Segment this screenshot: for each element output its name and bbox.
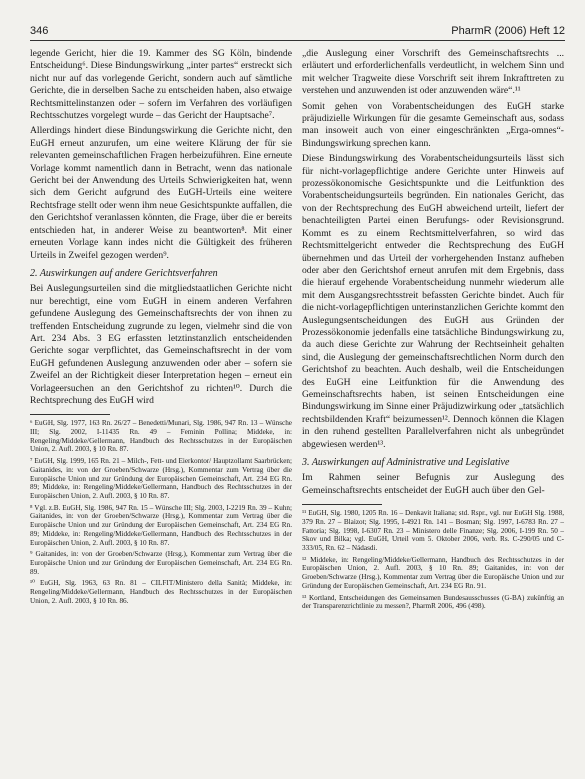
footnote: ¹³ Kortland, Entscheidungen des Gemeinsamen Bundesausschusses (G-BA) zukünftig an der Transparenzrichtlinie zu messen?, PharmR 2006, 496 (498). <box>302 593 564 611</box>
body-paragraph: Im Rahmen seiner Befugnis zur Auslegung des Gemeinschaftsrechts entscheidet der EuGH auch über den Gel- <box>302 472 564 496</box>
footnote: ⁷ EuGH, Slg. 1999, 165 Rn. 21 – Milch-, Fett- und Eierkontor/ Hauptzollamt Saarbrücken; Gaitanides, in: von der Groeben/Schwarze (Hrsg.), Kommentar zum Vertrag über die Europäische Union und zur Gründung der Europäischen Gemeinschaft, Art. 234 EG Rn. 89; Middeke, in: Rengeling/Middeke/Gellermann, Handbuch des Rechtsschutzes in der Europäischen Union, 2. Aufl. 2003, § 10 Rn. 87. <box>30 457 292 500</box>
left-column <box>30 48 292 608</box>
footnote: ⁹ Gaitanides, in: von der Groeben/Schwarze (Hrsg.), Kommentar zum Vertrag über die Europäische Union und zur Gründung der Europäischen Gemeinschaft, Art. 234 EG Rn. 89. <box>30 550 292 576</box>
footnote-rule <box>302 504 382 505</box>
body-paragraph: Somit gehen von Vorabentscheidungen des EuGH starke präjudizielle Wirkungen für die gesamte Gemeinschaft aus, sodass man insoweit auch von einer eingeschränkten „Erga-omnes“-Bindungswirkung sprechen kann. <box>302 100 564 149</box>
header-rule <box>30 40 565 41</box>
footnote: ¹¹ EuGH, Slg. 1980, 1205 Rn. 16 – Denkavit Italiana; std. Rspr., vgl. nur EuGH Slg. 1988, 379 Rn. 27 – Blaizot; Slg. 1995, I-4921 Rn. 141 – Bosman; Slg. 1997, I-6783 Rn. 27 – Fattoria; Slg. 1998, I-6307 Rn. 23 – Ministero delle Finanze; Slg. 2006, I-199 Rn. 50 – Skov und Bilka; vgl. EuGH, Urteil vom 5. Oktober 2006, verb. Rs. C-290/05 und C-333/05, Rn. 62 – Nádasdi. <box>302 509 564 553</box>
body-paragraph: legende Gericht, hier die 19. Kammer des SG Köln, bindende Entscheidung⁶. Diese Bindungswirkung „inter partes“ erstreckt sich nicht nur auf das vorlegende Gericht, sondern auch auf sämtliche Gerichte, die in derselben Sache zu entscheiden haben, also etwaige Rechtsmittelinstanzen oder – sofern im Verfahren des vorläufigen Rechtsschutzes vorgelegt wurde – das Gericht der Hauptsache⁷. <box>30 48 292 122</box>
footnote: ¹⁰ EuGH, Slg. 1963, 63 Rn. 81 – CILFIT/Ministero della Sanità; Middeke, in: Rengeling/Middeke/Gellermann, Handbuch des Rechtsschutzes in der Europäischen Union, 2. Aufl. 2003, § 10 Rn. 86. <box>30 579 292 605</box>
footnote: ¹² Middeke, in: Rengeling/Middeke/Gellermann, Handbuch des Rechtsschutzes in der Europäischen Union, 2. Aufl. 2003, § 10 Rn. 89; Gaitanides, in: von der Groeben/Schwarze (Hrsg.), Kommentar zum Vertrag über die Europäische Union und zur Gründung der Europäischen Gemeinschaft, Art. 234 EG Rn. 91. <box>302 555 564 590</box>
running-header <box>30 25 565 39</box>
body-paragraph: „die Auslegung einer Vorschrift des Gemeinschaftsrechts ... erläutert und erforderlichenfalls verdeutlicht, in welchem Sinn und mit welcher Tragweite diese Vorschrift seit ihrem Inkrafttreten zu verstehen und anzuwenden ist oder anzuwenden wäre“.¹¹ <box>302 48 564 97</box>
page-number: 346 <box>30 25 49 37</box>
body-paragraph: Diese Bindungswirkung des Vorabentscheidungsurteils lässt sich für nicht-vorlagepflichtige andere Gerichte unter Hinweis auf prozessökonomische Gesichtspunkte und die Leitfunktion des Vorabentscheidungsurteils begründen. Ein nationales Gericht, das von der Rechtsprechung des EuGH abweichend urteilt, liefert der benachteiligten Partei einen Berufungs- oder Revisionsgrund. Kommt es zu einem Rechtsmittelverfahren, so wird das Rechtsmittelgericht entweder die Rechtsprechung des EuGH übernehmen und das Urteil der vorhergehenden Instanz aufheben oder aber den Gerichtshof erneut anrufen mit dem Ergebnis, dass die hierauf ergehende Vorabentscheidung nunmehr wiederum alle mit dem Ausgangsrechtsstreit befassten Gerichte bindet. Auch für die nicht-vorlagepflichtigen unterinstanzlichen Gerichte kommt den Auslegungsentscheidungen des EuGH aus Gründen der Prozessökonomie jedenfalls eine tatsächliche Bindungswirkung zu, da auch diese Gerichte zur Wahrung der Rechtseinheit gehalten sind, die Auslegung der gemeinschaftsrechtlichen Norm durch den Gerichtshof zu beachten. Auch deshalb, weil die Entscheidungen des EuGH eine Leitfunktion für die Anwendung des Gemeinschaftsrechts haben, ist seinen Entscheidungen eine Bindungswirkung im Sinne einer Präjudizwirkung oder „tatsächlich rechtsbildenden Kraft“ beizumessen¹². Dennoch können die Klagen in den ruhend gestellten Parallelverfahren nicht als unbegründet abgewiesen werden¹³. <box>302 153 564 450</box>
running-title: PharmR (2006) Heft 12 <box>451 25 565 37</box>
body-paragraph: Allerdings hindert diese Bindungswirkung die Gerichte nicht, den EuGH erneut anzurufen, um eine weitere Klärung der für sie relevanten gemeinschaftlichen Fragen herbeizuführen. Eine erneute Vorlage kommt namentlich dann in Betracht, wenn das nationale Gericht bei der Anwendung des Urteils Schwierigkeiten hat, wenn sich dem Gericht aufgrund des EuGH-Urteils eine weitere Rechtsfrage stellt oder wenn ihm neue Gesichtspunkte auffallen, die den Gerichtshof veranlassen könnten, die Frage, über die er bereits entschieden hat, in anderer Weise zu beantworten⁸. Mit einer erneuten Vorlage kann indes nicht die Gültigkeit des früheren Urteils in Zweifel gezogen werden⁹. <box>30 125 292 261</box>
section-heading: 2. Auswirkungen auf andere Gerichtsverfahren <box>30 267 218 279</box>
section-heading: 3. Auswirkungen auf Administrative und Legislative <box>302 457 510 468</box>
footnote-rule <box>30 414 110 415</box>
body-paragraph: Bei Auslegungsurteilen sind die mitgliedstaatlichen Gerichte nicht nur berechtigt, eine vom EuGH in einem anderen Verfahren gefundene Auslegung des Gemeinschaftsrechts der von ihnen zu treffenden Entscheidung zugrunde zu legen, vielmehr sind die von Art. 234 Abs. 3 EG erfassten letztinstanzlich entscheidenden Gerichte sogar verpflichtet, das Gemeinschaftsrecht in der vom EuGH gefundenen Auslegung anzuwenden oder aber – sofern sie Zweifel an der Richtigkeit dieser Interpretation hegen – erneut ein Vorlageersuchen an den Gerichtshof zu richten¹⁰. Durch die Rechtsprechung des EuGH wird <box>30 283 292 406</box>
footnote: ⁶ EuGH, Slg. 1977, 163 Rn. 26/27 – Benedetti/Munari, Slg. 1986, 947 Rn. 13 – Wünsche III; Slg. 2002, I-11435 Rn. 49 – Feminin Pollina; Middeke, in: Rengeling/Middeke/Gellermann, Handbuch des Rechtsschutzes in der Europäischen Union, 2. Aufl. 2003, § 10 Rn. 87. <box>30 419 292 454</box>
right-column <box>302 48 564 614</box>
footnote: ⁸ Vgl. z.B. EuGH, Slg. 1986, 947 Rn. 15 – Wünsche III; Slg. 2003, I-2219 Rn. 39 – Kuhn; Gaitanides, in: von der Groeben/Schwarze (Hrsg.), Kommentar zum Vertrag über die Europäische Union und zur Gründung der Europäischen Gemeinschaft, Art. 234 EG Rn. 89; Middeke, in: Rengeling/Middeke/Gellermann, Handbuch des Rechtsschutzes in der Europäischen Union, 2. Aufl. 2003, § 10 Rn. 87. <box>30 503 292 547</box>
